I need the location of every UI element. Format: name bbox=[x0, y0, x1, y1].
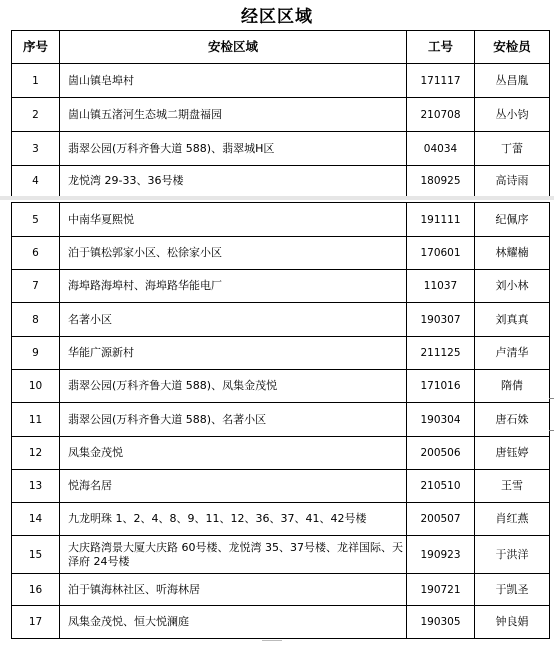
cell-no: 2 bbox=[12, 98, 60, 132]
page-break-divider bbox=[0, 196, 554, 200]
table-row bbox=[12, 132, 550, 166]
cell-area: 凤集金茂悦 bbox=[60, 437, 407, 470]
cell-id: 171117 bbox=[407, 64, 475, 98]
table-row bbox=[12, 166, 550, 197]
table-row bbox=[12, 64, 550, 98]
page-title: 经区区域 bbox=[241, 7, 313, 27]
margin-tick bbox=[549, 430, 554, 431]
cell-area: 华能广源新村 bbox=[60, 337, 407, 370]
cell-no: 7 bbox=[12, 270, 60, 303]
cell-no: 6 bbox=[12, 237, 60, 270]
cell-id: 190923 bbox=[407, 536, 475, 574]
table-row bbox=[12, 574, 550, 606]
table-row bbox=[12, 237, 550, 270]
cell-no: 11 bbox=[12, 403, 60, 437]
cell-area: 大庆路湾景大厦大庆路 60号楼、龙悦湾 35、37号楼、龙祥国际、天泽府 24号楼 bbox=[60, 536, 407, 574]
cell-id: 200506 bbox=[407, 437, 475, 470]
cell-id: 190721 bbox=[407, 574, 475, 606]
table-row bbox=[12, 203, 550, 237]
table-row bbox=[12, 370, 550, 403]
table-row bbox=[12, 536, 550, 574]
cell-inspector: 唐石姝 bbox=[475, 403, 550, 437]
cell-no: 1 bbox=[12, 64, 60, 98]
cell-id: 170601 bbox=[407, 237, 475, 270]
cell-inspector: 卢清华 bbox=[475, 337, 550, 370]
cell-inspector: 刘真真 bbox=[475, 303, 550, 337]
cell-no: 12 bbox=[12, 437, 60, 470]
cell-inspector: 纪佩序 bbox=[475, 203, 550, 237]
cell-area: 翡翠公园(万科齐鲁大道 588)、名著小区 bbox=[60, 403, 407, 437]
cell-no: 14 bbox=[12, 503, 60, 536]
table-row bbox=[12, 437, 550, 470]
cell-id: 210708 bbox=[407, 98, 475, 132]
cell-inspector: 丛小钧 bbox=[475, 98, 550, 132]
cell-no: 9 bbox=[12, 337, 60, 370]
cell-area: 名著小区 bbox=[60, 303, 407, 337]
cell-area: 翡翠公园(万科齐鲁大道 588)、翡翠城H区 bbox=[60, 132, 407, 166]
cell-inspector: 于凯圣 bbox=[475, 574, 550, 606]
cell-inspector: 丁蕾 bbox=[475, 132, 550, 166]
cell-area: 崮山镇皂埠村 bbox=[60, 64, 407, 98]
cell-id: 190305 bbox=[407, 606, 475, 639]
cell-no: 13 bbox=[12, 470, 60, 503]
cell-inspector: 隋倩 bbox=[475, 370, 550, 403]
cell-id: 200507 bbox=[407, 503, 475, 536]
table-row bbox=[12, 337, 550, 370]
table-row bbox=[12, 270, 550, 303]
cell-inspector: 唐钰婷 bbox=[475, 437, 550, 470]
cell-area: 九龙明珠 1、2、4、8、9、11、12、36、37、41、42号楼 bbox=[60, 503, 407, 536]
table-row bbox=[12, 98, 550, 132]
header-area: 安检区域 bbox=[60, 31, 407, 64]
cell-inspector: 钟良娟 bbox=[475, 606, 550, 639]
cell-no: 5 bbox=[12, 203, 60, 237]
cell-inspector: 林耀楠 bbox=[475, 237, 550, 270]
cell-id: 190307 bbox=[407, 303, 475, 337]
cell-inspector: 肖红燕 bbox=[475, 503, 550, 536]
cell-id: 191111 bbox=[407, 203, 475, 237]
cell-no: 8 bbox=[12, 303, 60, 337]
header-no: 序号 bbox=[12, 31, 60, 64]
cell-area: 龙悦湾 29-33、36号楼 bbox=[60, 166, 407, 197]
inspection-table-bottom bbox=[11, 202, 550, 639]
cell-id: 171016 bbox=[407, 370, 475, 403]
table-header-row bbox=[12, 31, 550, 64]
cell-no: 16 bbox=[12, 574, 60, 606]
table-row bbox=[12, 503, 550, 536]
table-row bbox=[12, 303, 550, 337]
cell-id: 211125 bbox=[407, 337, 475, 370]
cell-area: 泊于镇海林社区、听海林居 bbox=[60, 574, 407, 606]
cell-inspector: 丛昌胤 bbox=[475, 64, 550, 98]
cell-no: 4 bbox=[12, 166, 60, 197]
cell-area: 中南华夏熙悦 bbox=[60, 203, 407, 237]
scroll-edge-marker bbox=[262, 640, 282, 641]
cell-no: 3 bbox=[12, 132, 60, 166]
cell-no: 10 bbox=[12, 370, 60, 403]
inspection-table-top bbox=[11, 30, 550, 197]
cell-area: 泊于镇松郭家小区、松徐家小区 bbox=[60, 237, 407, 270]
margin-tick bbox=[549, 398, 554, 399]
cell-inspector: 刘小林 bbox=[475, 270, 550, 303]
cell-no: 17 bbox=[12, 606, 60, 639]
cell-no: 15 bbox=[12, 536, 60, 574]
cell-id: 180925 bbox=[407, 166, 475, 197]
cell-area: 崮山镇五渚河生态城二期盘福园 bbox=[60, 98, 407, 132]
cell-inspector: 于洪洋 bbox=[475, 536, 550, 574]
cell-area: 翡翠公园(万科齐鲁大道 588)、凤集金茂悦 bbox=[60, 370, 407, 403]
cell-area: 悦海名居 bbox=[60, 470, 407, 503]
header-id: 工号 bbox=[407, 31, 475, 64]
cell-inspector: 高诗雨 bbox=[475, 166, 550, 197]
table-row bbox=[12, 403, 550, 437]
cell-id: 190304 bbox=[407, 403, 475, 437]
table-row bbox=[12, 470, 550, 503]
table-row bbox=[12, 606, 550, 639]
cell-id: 210510 bbox=[407, 470, 475, 503]
cell-id: 04034 bbox=[407, 132, 475, 166]
cell-inspector: 王雪 bbox=[475, 470, 550, 503]
cell-id: 11037 bbox=[407, 270, 475, 303]
header-inspector: 安检员 bbox=[475, 31, 550, 64]
cell-area: 海埠路海埠村、海埠路华能电厂 bbox=[60, 270, 407, 303]
cell-area: 凤集金茂悦、恒大悦澜庭 bbox=[60, 606, 407, 639]
